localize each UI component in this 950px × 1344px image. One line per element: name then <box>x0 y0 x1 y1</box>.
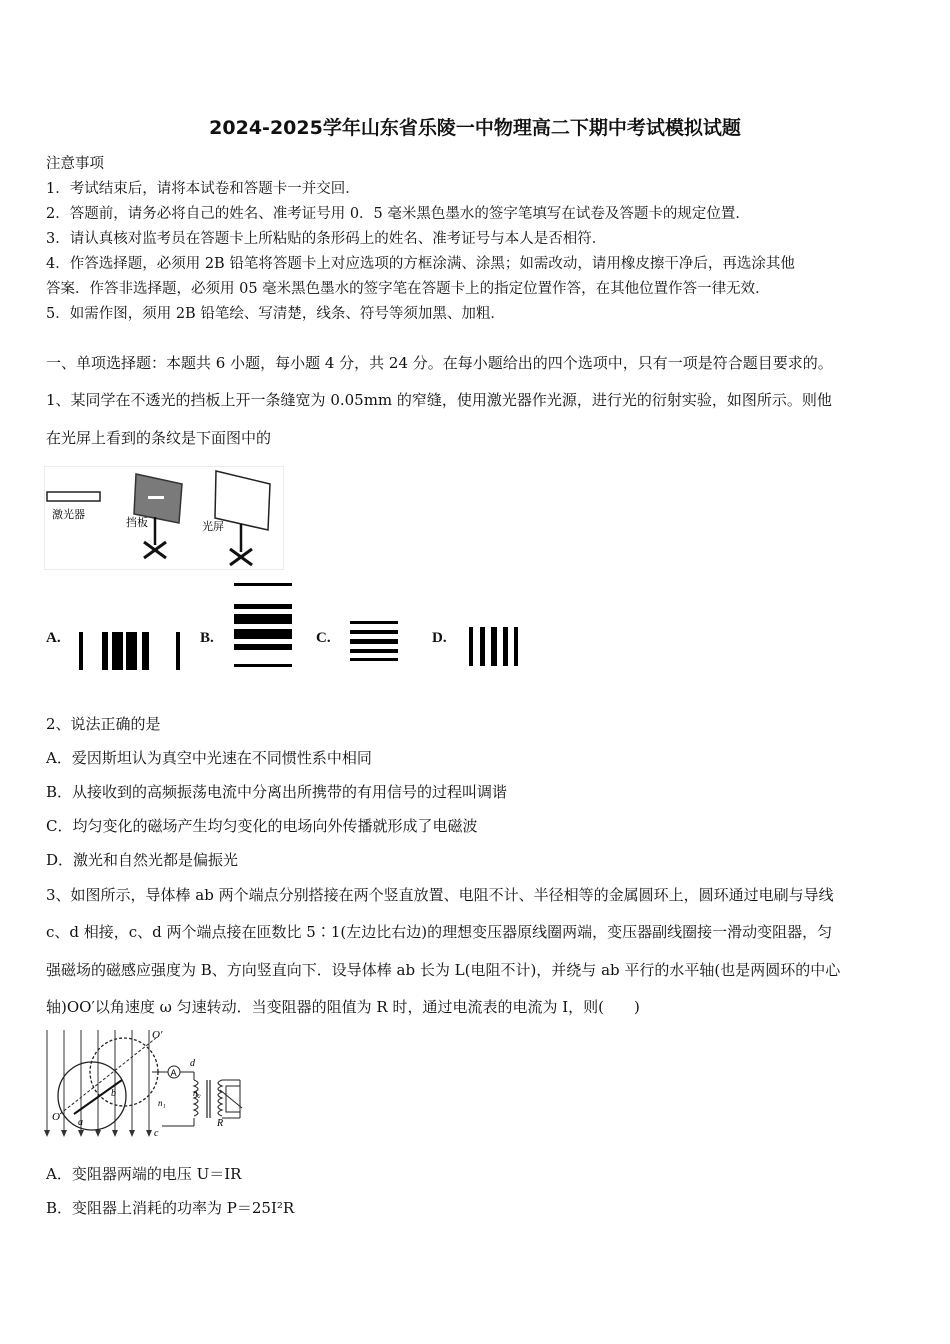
rheostat-icon <box>226 1086 240 1112</box>
q3-stem-line4: 轴)OO′以角速度 ω 匀速转动．当变阻器的阻值为 R 时，通过电流表的电流为 I，则( ) <box>46 998 640 1016</box>
primary-coil-icon <box>194 1080 198 1116</box>
q1-option-b-fringes[interactable] <box>232 582 294 670</box>
baffle-label: 挡板 <box>126 516 148 529</box>
q1-option-b-label[interactable]: B. <box>200 630 214 646</box>
q3-option-b[interactable]: B．变阻器上消耗的功率为 P＝25I²R <box>46 1199 295 1217</box>
q2-option-c[interactable]: C．均匀变化的磁场产生均匀变化的电场向外传播就形成了电磁波 <box>46 817 478 835</box>
q1-option-a-fringes[interactable] <box>78 630 184 672</box>
q1-option-a-label[interactable]: A. <box>46 630 61 646</box>
rotating-rod-transformer-figure <box>44 1026 244 1142</box>
secondary-coil-icon <box>218 1080 222 1116</box>
diffraction-setup-figure <box>44 466 284 570</box>
q1-stem-line1: 1、某同学在不透光的挡板上开一条缝宽为 0.05mm 的窄缝，使用激光器作光源，进行光的衍射实验，如图所示。则他 <box>46 391 832 409</box>
q1-option-c-fringes[interactable] <box>348 620 400 662</box>
q1-option-d-fringes[interactable] <box>467 626 521 668</box>
section-heading: 一、单项选择题：本题共 6 小题，每小题 4 分，共 24 分。在每小题给出的四个选项中，只有一项是符合题目要求的。 <box>46 354 833 372</box>
terminal-c-label: c <box>154 1128 159 1139</box>
rod-end-b-label: b <box>111 1088 116 1099</box>
ammeter-label: A <box>170 1069 177 1079</box>
q3-option-a[interactable]: A．变阻器两端的电压 U＝IR <box>46 1165 242 1183</box>
note-item: 4．作答选择题，必须用 2B 铅笔将答题卡上对应选项的方框涂满、涂黑；如需改动，请用橡皮擦干净后，再选涂其他 <box>46 256 795 272</box>
q2-stem: 2、说法正确的是 <box>46 715 161 733</box>
rheostat-label: R <box>217 1118 224 1129</box>
axis-o-prime-label: O′ <box>152 1029 163 1041</box>
note-item: 1．考试结束后，请将本试卷和答题卡一并交回． <box>46 181 360 197</box>
laser-device-icon <box>47 492 100 501</box>
axis-o-label: O <box>52 1111 60 1123</box>
q1-option-d-label[interactable]: D. <box>432 630 447 646</box>
note-item: 答案．作答非选择题，必须用 05 毫米黑色墨水的签字笔在答题卡上的指定位置作答，在其他位置作答一律无效． <box>46 281 770 297</box>
primary-turns-label: n₁ <box>158 1098 166 1108</box>
note-item: 2．答题前，请务必将自己的姓名、准考证号用 0．5 毫米黑色墨水的签字笔填写在试卷及答题卡的规定位置． <box>46 206 750 222</box>
laser-label: 激光器 <box>52 508 85 521</box>
notes-heading: 注意事项 <box>46 156 104 172</box>
q2-option-a[interactable]: A．爱因斯坦认为真空中光速在不同惯性系中相同 <box>46 749 372 767</box>
q2-option-d[interactable]: D．激光和自然光都是偏振光 <box>46 851 239 869</box>
q1-stem-line2: 在光屏上看到的条纹是下面图中的 <box>46 429 272 447</box>
note-item: 5．如需作图，须用 2B 铅笔绘、写清楚，线条、符号等须加黑、加粗． <box>46 306 505 322</box>
page-title: 2024-2025学年山东省乐陵一中物理高二下期中考试模拟试题 <box>209 117 741 139</box>
screen-label: 光屏 <box>202 520 224 533</box>
secondary-turns-label: n₂ <box>193 1088 201 1098</box>
q3-stem-line1: 3、如图所示，导体棒 ab 两个端点分别搭接在两个竖直放置、电阻不计、半径相等的金属圆环上，圆环通过电刷与导线 <box>46 886 834 904</box>
terminal-d-label: d <box>190 1058 195 1069</box>
rod-end-a-label: a <box>78 1117 83 1128</box>
note-item: 3．请认真核对监考员在答题卡上所粘贴的条形码上的姓名、准考证号与本人是否相符． <box>46 231 607 247</box>
q3-stem-line2: c、d 相接，c、d 两个端点接在匝数比 5∶1(左边比右边)的理想变压器原线圈两端，变压器副线圈接一滑动变阻器，匀 <box>46 923 833 941</box>
q2-option-b[interactable]: B．从接收到的高频振荡电流中分离出所携带的有用信号的过程叫调谐 <box>46 783 508 801</box>
q3-stem-line3: 强磁场的磁感应强度为 B、方向竖直向下．设导体棒 ab 长为 L(电阻不计)，并绕与 ab 平行的水平轴(也是两圆环的中心 <box>46 961 841 979</box>
q1-option-c-label[interactable]: C. <box>316 630 331 646</box>
